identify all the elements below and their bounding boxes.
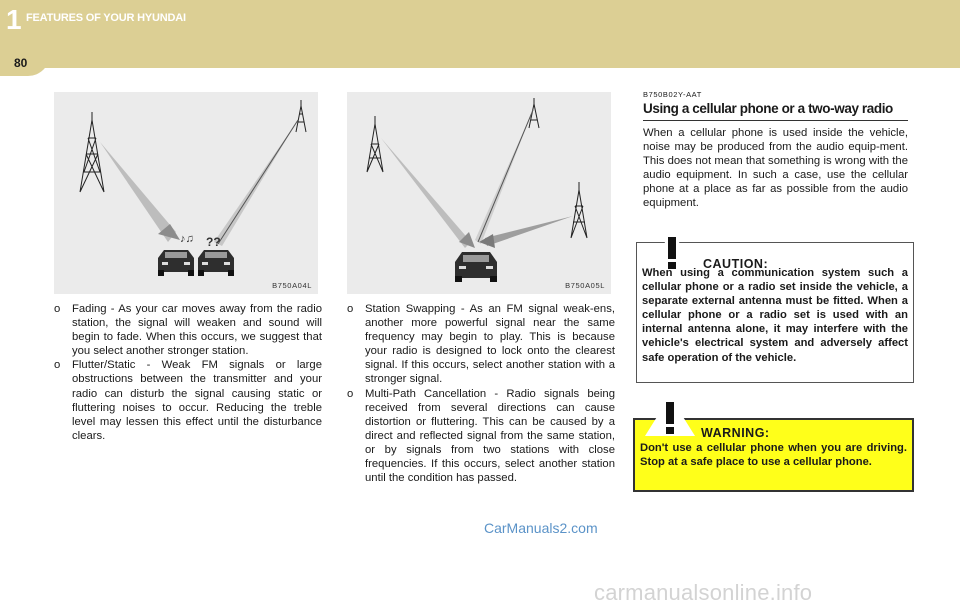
car-icon — [158, 250, 194, 276]
middle-bullet-list — [347, 302, 615, 485]
radio-tower-icon — [80, 112, 104, 192]
warning-box — [633, 418, 914, 492]
radio-tower-icon — [296, 100, 306, 132]
list-item: o Multi-Path Cancellation - Radio signals being received from several directions can cause distortion or fluttering. This can be caused by a direct and reflected signal from the same station, or by signals from two stations with close frequencies. If this occurs, select another station until the condition has passed. — [347, 387, 615, 486]
caution-box — [636, 242, 914, 383]
question-marks-icon: ?? — [206, 235, 221, 249]
chapter-title: FEATURES OF YOUR HYUNDAI — [26, 12, 186, 24]
signal-beam — [381, 138, 471, 248]
figure-code: B750A04L — [272, 281, 312, 290]
figure-multipath — [347, 92, 611, 294]
signal-beam — [485, 216, 573, 246]
list-item: o Station Swapping - As an FM signal weak-ens, another more powerful signal near the same frequency may begin to play. This is because your radio is designed to lock onto the clearest signal. If this occurs, select another station with a stronger signal. — [347, 302, 615, 387]
radio-tower-icon — [367, 116, 383, 172]
section-code: B750B02Y-AAT — [643, 90, 702, 99]
warning-heading: WARNING: — [701, 426, 770, 440]
header-band — [0, 0, 960, 68]
music-note-icon: ♪♫ — [180, 233, 194, 245]
signal-beam — [100, 142, 176, 242]
warning-text: Don't use a cellular phone when you are driving. Stop at a safe place to use a cellular phone. — [640, 442, 907, 469]
divider — [643, 120, 908, 121]
section-body: When a cellular phone is used inside the vehicle, noise may be produced from the audio equip-ment. This does not mean that something is wrong with the audio equipment. In such a case, use the cellular phone at a place as far as possible from the audio equipment. — [643, 127, 908, 210]
illustration-multipath — [347, 92, 611, 294]
illustration-signal-fading — [54, 92, 318, 294]
list-item: o Fading - As your car moves away from the radio station, the signal will weaken and sound will begin to fade. When this occurs, we suggest that you select another stronger station. — [54, 302, 322, 358]
warning-triangle-icon — [643, 394, 697, 438]
left-bullet-list — [54, 302, 322, 443]
figure-code: B750A05L — [565, 281, 605, 290]
caution-heading: CAUTION: — [703, 257, 769, 271]
section-title: Using a cellular phone or a two-way radio — [643, 101, 893, 116]
radio-tower-icon — [529, 98, 539, 128]
page-number: 80 — [14, 56, 28, 70]
car-icon — [198, 250, 234, 276]
watermark-url: carmanualsonline.info — [594, 580, 813, 605]
list-item: o Flutter/Static - Weak FM signals or large obstructions between the transmitter and your radio can disturb the signal causing static or fluttering noises to occur. Reducing the treble level may lessen this effect until the disturbance clears. — [54, 358, 322, 443]
caution-text: When using a communication system such a cellular phone or a radio set inside the vehicle, a separate external antenna must be fitted. When a cellular phone or a radio set is used with an internal antenna alone, it may interfere with the vehicle's electrical system and adversely affect safe operation of the vehicle. — [642, 267, 908, 364]
car-icon — [455, 252, 497, 282]
chapter-number: 1 — [6, 4, 22, 35]
radio-tower-icon — [571, 182, 587, 238]
figure-signal-fading — [54, 92, 318, 294]
watermark-link[interactable]: CarManuals2.com — [484, 520, 598, 536]
